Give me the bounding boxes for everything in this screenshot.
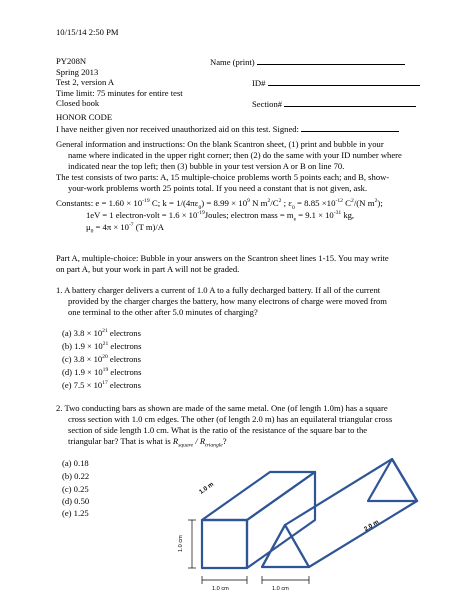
q2-text: triangular bar? That is what is $R_{square} / R_{triangle}$?: [68, 436, 227, 449]
time-limit: Time limit: 75 minutes for entire test: [56, 87, 183, 98]
triangle-bar-front: [262, 525, 309, 567]
part-a-intro: Part A, multiple-choice: Bubble in your answers on the Scantron sheet lines 1-15. You may write: [56, 253, 389, 263]
q1-text: 1. A battery charger delivers a current of 1.0 A to a fully decharged battery. If all of the current: [56, 285, 381, 295]
part-a-intro-2: on part A, but your work in part A will not be graded.: [56, 264, 240, 274]
triangle-bar-far-end: [368, 459, 417, 501]
semester: Spring 2013: [56, 66, 99, 77]
id-label: ID#: [252, 78, 266, 88]
label-vertical: 1.0 cm: [178, 535, 184, 552]
constants-line-2: 1eV = 1 electron-volt = $1.6 \times 10^{-19}Joules$; electron mass = $m_e = 9.1 \times 10^{-31}$ kg,: [86, 210, 355, 223]
constants-label: Constants:: [56, 198, 94, 208]
label-1m: 1.0 m: [198, 480, 215, 496]
const-e: $e = 1.60 \times 10^{-19}$ C;: [95, 198, 161, 208]
name-label: Name (print): [210, 57, 255, 67]
honor-text: I have neither given nor received unauthorized aid on this test. Signed:: [56, 124, 299, 134]
q2-text: 2. Two conducting bars as shown are made of the same metal. One (of length 1.0m) has a square: [56, 403, 388, 413]
ratio-expression: $R_{square} / R_{triangle}$: [172, 436, 223, 449]
label-triangle-width: 1.0 cm: [272, 586, 289, 592]
course-code: PY208N: [56, 56, 87, 66]
instruction-line: General information and instructions: On the blank Scantron sheet, (1) print and bubble in your: [56, 139, 384, 149]
triangle-bar-top: [285, 459, 417, 567]
q2-text: cross section with 1.0 cm edges. The other (of length 2.0 m) has an equilateral triangular cross: [68, 414, 393, 424]
q1-choice-c: (c) $3.8 \times 10^{20}$ electrons: [62, 354, 141, 364]
square-bar-side: [247, 472, 315, 568]
q1-text: provided by the charger charges the battery, how many electrons of charge were moved from: [68, 296, 387, 306]
const-k: $k = 1/(4\pi\varepsilon_0) = 8.99 \times 10^9$ N $m^2/C^2$: [162, 198, 282, 211]
q1-text: one terminal to the other after 5.0 minutes of charging?: [68, 307, 258, 317]
section-label: Section#: [252, 99, 283, 109]
instruction-line: name where indicated in the upper right corner; then (2) do the same with your ID number where: [68, 150, 402, 160]
instruction-line: indicated near the top left; then (3) bubble in your test version A or B on line 70.: [68, 161, 345, 171]
q2-text: section of side length 1.0 cm. What is the ratio of the resistance of the square bar to the: [68, 425, 368, 435]
instruction-line: The test consists of two parts: A, 15 multiple-choice problems worth 5 points each; and B, show-: [56, 172, 390, 182]
label-2m: 2.0 m: [363, 518, 381, 533]
square-bar-front: [202, 520, 247, 568]
constants-line-3: $\mu_0 = 4\pi \times 10^{-7}$ (T m)/A: [86, 222, 165, 235]
q1-choice-a: (a) $3.8 \times 10^{21}$ electrons: [62, 328, 141, 338]
q2-choice-a: (a) 0.18: [62, 458, 89, 468]
q2-choice-b: (b) 0.22: [62, 471, 90, 481]
timestamp: 10/15/14 2:50 PM: [56, 27, 119, 37]
test-version: Test 2, version A: [56, 77, 115, 87]
q2-choice-e: (e) 1.25: [62, 508, 89, 518]
q2-choice-d: (d) 0.50: [62, 496, 90, 506]
const-eps: ; $\varepsilon_0 = 8.85 \times 10^{-12}$ $C^2/(N$ $m^2$);: [283, 198, 383, 211]
q1-choice-d: (d) $1.9 \times 10^{19}$ electrons: [62, 367, 142, 377]
q1-choice-b: (b) $1.9 \times 10^{21}$ electrons: [62, 341, 142, 351]
q2-choice-c: (c) 0.25: [62, 484, 89, 494]
label-square-width: 1.0 cm: [212, 586, 229, 592]
closed-book: Closed book: [56, 98, 100, 108]
q1-choice-e: (e) $7.5 \times 10^{17}$ electrons: [62, 380, 141, 390]
honor-code-title: HONOR CODE: [56, 112, 113, 122]
instruction-line: your-work problems worth 25 points total. If you need a constant that is not given, ask.: [68, 183, 368, 193]
